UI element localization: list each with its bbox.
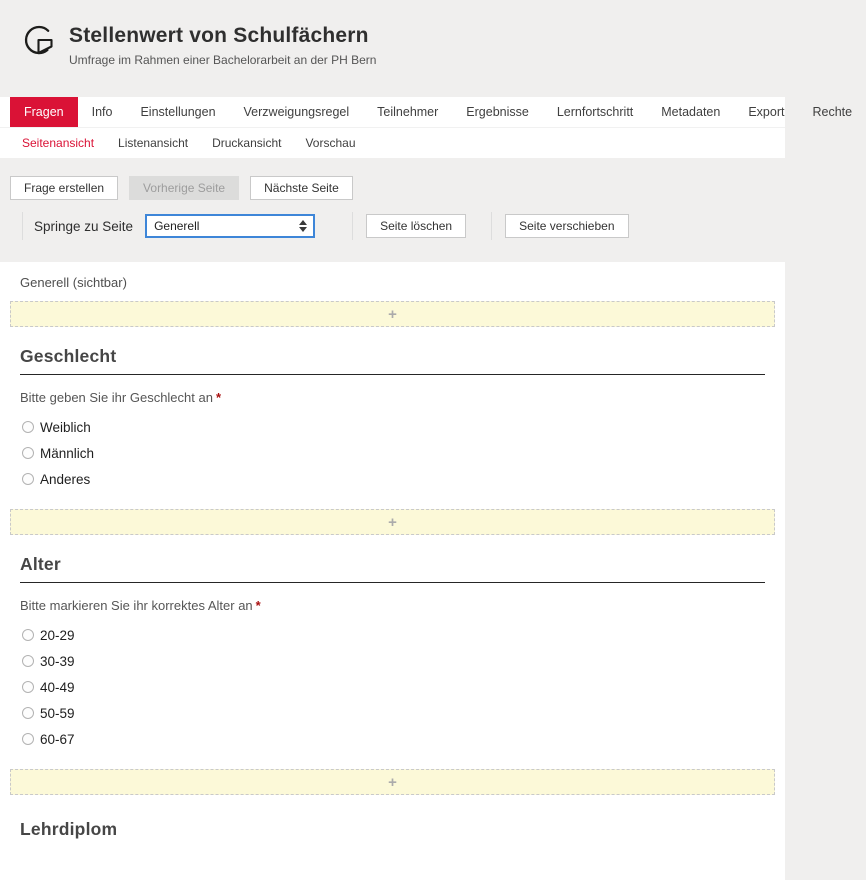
create-question-button[interactable]: Frage erstellen [10,176,118,200]
plus-icon: + [388,773,397,791]
survey-app-logo-icon [22,23,56,57]
jump-to-page-select[interactable] [145,214,315,238]
next-page-button[interactable]: Nächste Seite [250,176,353,200]
radio-button-icon[interactable] [22,629,34,641]
radio-option[interactable]: 20-29 [20,622,765,648]
radio-option[interactable]: 30-39 [20,648,765,674]
radio-option[interactable]: 60-67 [20,726,765,752]
question-title: Lehrdiplom [20,819,118,839]
subtab-listenansicht[interactable]: Listenansicht [118,136,189,150]
tab-metadaten[interactable]: Metadaten [661,105,721,119]
question-title-rule [20,374,765,375]
radio-option[interactable]: 40-49 [20,674,765,700]
radio-button-icon[interactable] [22,681,34,693]
subtab-vorschau[interactable]: Vorschau [305,136,356,150]
radio-option[interactable]: Männlich [20,440,765,466]
radio-option[interactable]: Weiblich [20,414,765,440]
toolbar-divider [491,212,492,240]
question-title: Geschlecht [20,346,117,366]
tab-rechte[interactable]: Rechte [812,105,853,119]
page-subtitle: Umfrage im Rahmen einer Bachelorarbeit an der PH Bern [69,53,377,67]
page-editor-card [0,262,785,880]
required-marker: * [255,598,261,613]
plus-icon: + [388,513,397,531]
tab-export[interactable]: Export [748,105,785,119]
tab-verzweigungsregel[interactable]: Verzweigungsregel [243,105,350,119]
tab-teilnehmer[interactable]: Teilnehmer [377,105,439,119]
add-question-dropzone[interactable] [10,769,775,795]
radio-option[interactable]: 50-59 [20,700,765,726]
radio-button-icon[interactable] [22,473,34,485]
plus-icon: + [388,305,397,323]
previous-page-button[interactable]: Vorherige Seite [129,176,239,200]
page-toolbar [0,158,798,241]
page-title: Stellenwert von Schulfächern [69,24,369,47]
subtab-druckansicht[interactable]: Druckansicht [212,136,282,150]
toolbar-divider [22,212,23,240]
add-question-dropzone[interactable] [10,301,775,327]
question-title-rule [20,582,765,583]
question-prompt: Bitte geben Sie ihr Geschlecht an * [20,390,222,405]
radio-button-icon[interactable] [22,733,34,745]
tab-lernfortschritt[interactable]: Lernfortschritt [556,105,634,119]
jump-to-page-label: Springe zu Seite [34,218,134,234]
page-section-title: Generell (sichtbar) [20,275,127,290]
radio-option[interactable]: Anderes [20,466,765,492]
view-subnav [0,128,785,158]
app-header [0,0,798,97]
tab-info[interactable]: Info [91,105,113,119]
select-stepper-icon [299,220,307,232]
toolbar-divider [352,212,353,240]
radio-button-icon[interactable] [22,421,34,433]
add-question-dropzone[interactable] [10,509,775,535]
jump-to-page-selected-value: Generell [154,219,200,233]
radio-button-icon[interactable] [22,707,34,719]
question-prompt: Bitte markieren Sie ihr korrektes Alter an * [20,598,261,613]
subtab-seitenansicht[interactable]: Seitenansicht [22,136,95,150]
question-title: Alter [20,554,61,574]
tab-einstellungen[interactable]: Einstellungen [140,105,216,119]
tab-fragen[interactable]: Fragen [10,97,78,127]
move-page-button[interactable]: Seite verschieben [505,214,628,238]
radio-button-icon[interactable] [22,447,34,459]
question-block-alter [0,535,785,769]
question-block-geschlecht [0,327,785,509]
tab-ergebnisse[interactable]: Ergebnisse [466,105,529,119]
radio-button-icon[interactable] [22,655,34,667]
question-block-lehrdiplom [0,795,785,840]
main-tabbar [0,97,853,128]
required-marker: * [215,390,222,405]
delete-page-button[interactable]: Seite löschen [366,214,466,238]
